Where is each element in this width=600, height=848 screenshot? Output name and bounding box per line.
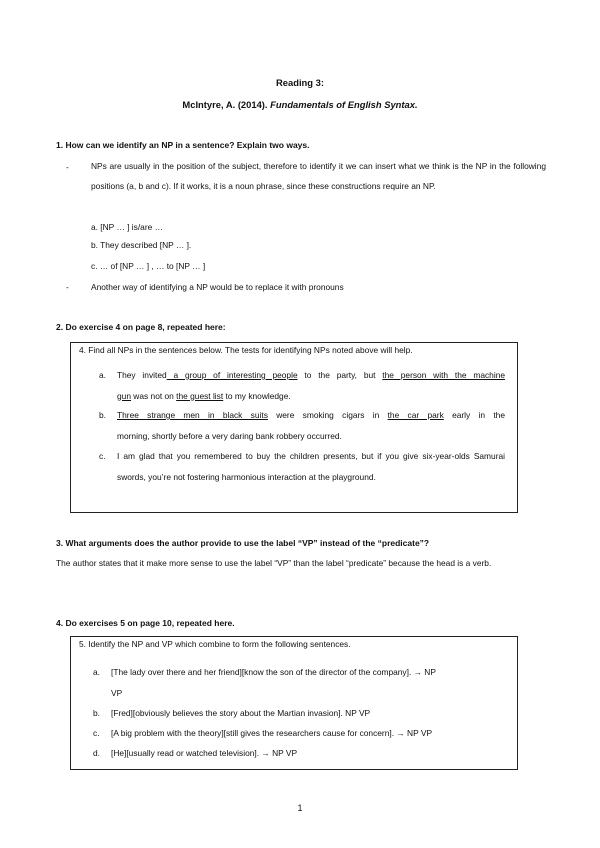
question-1: 1. How can we identify an NP in a sentence? Explain two ways.	[56, 140, 310, 150]
item-c-label: c.	[99, 451, 106, 461]
np-underline: a group of interesting people	[166, 370, 298, 380]
item-b-label: b.	[99, 410, 106, 420]
question-3: 3. What arguments does the author provide to use the label “VP” instead of the “predicate”?	[56, 538, 430, 548]
example-b: b. They described [NP … ].	[91, 240, 192, 250]
item-b-label: b.	[93, 708, 100, 718]
item-b-text: [Fred][obviously believes the story about the Martian invasion]. NP VP	[111, 708, 371, 718]
item-a-text: [The lady over there and her friend][know the son of the director of the company]. → NP VP	[111, 667, 436, 698]
exercise-5-box	[70, 636, 518, 770]
item-c-text: I am glad that you remembered to buy the children presents, but if you give six-year-olds Samurai swords, you’re not fostering harmonious interaction at the playground.	[117, 451, 505, 482]
item-a-label: a.	[93, 667, 100, 677]
item-a-label: a.	[99, 370, 106, 380]
item-b-text: Three strange men in black suits were smoking cigars in the car park early in the morning, shortly before a very daring bank robbery occurred.	[117, 410, 505, 441]
bullet-marker: -	[66, 282, 69, 292]
np-underline: the person with the machine	[382, 370, 506, 380]
answer-3: The author states that it make more sense to use the label “VP” than the label “predicate” because the head is a verb.	[56, 558, 492, 568]
answer-1-bullet-2: Another way of identifying a NP would be to replace it with pronouns	[91, 282, 344, 292]
item-d-text: [He][usually read or watched television]. → NP VP	[111, 748, 298, 758]
exercise-4-heading: 4. Find all NPs in the sentences below. The tests for identifying NPs noted above will help.	[79, 345, 413, 355]
citation-authors: McIntyre, A. (2014).	[182, 99, 268, 110]
np-underline: the guest list	[176, 390, 224, 401]
exercise-4-box	[70, 342, 518, 513]
question-2: 2. Do exercise 4 on page 8, repeated here:	[56, 322, 226, 332]
page-number: 1	[297, 803, 303, 813]
question-4: 4. Do exercises 5 on page 10, repeated here.	[56, 618, 235, 628]
np-underline: gun	[117, 390, 131, 401]
citation	[0, 99, 600, 110]
answer-1-bullet-1: NPs are usually in the position of the subject, therefore to identify it we can insert what we think is the NP in the following positions (a, b and c). If it works, it is a noun phrase, since these constructions require an NP.	[91, 161, 546, 191]
example-a: a. [NP … ] is/are …	[91, 222, 163, 232]
bullet-marker: -	[66, 162, 69, 172]
reading-title: Reading 3:	[276, 77, 324, 88]
item-a-text: They invited a group of interesting people to the party, but the person with the machine gun was not on the guest list to my knowledge.	[117, 370, 506, 401]
item-c-text: [A big problem with the theory][still gives the researchers cause for concern]. → NP VP	[111, 728, 433, 738]
exercise-5-heading: 5. Identify the NP and VP which combine to form the following sentences.	[79, 639, 351, 649]
item-d-label: d.	[93, 748, 100, 758]
citation-book: Fundamentals of English Syntax.	[270, 99, 418, 110]
np-underline: the car park	[387, 410, 444, 420]
np-underline: Three strange men in black suits	[117, 410, 268, 420]
example-c: c. … of [NP … ] , … to [NP … ]	[91, 261, 206, 271]
item-c-label: c.	[93, 728, 100, 738]
